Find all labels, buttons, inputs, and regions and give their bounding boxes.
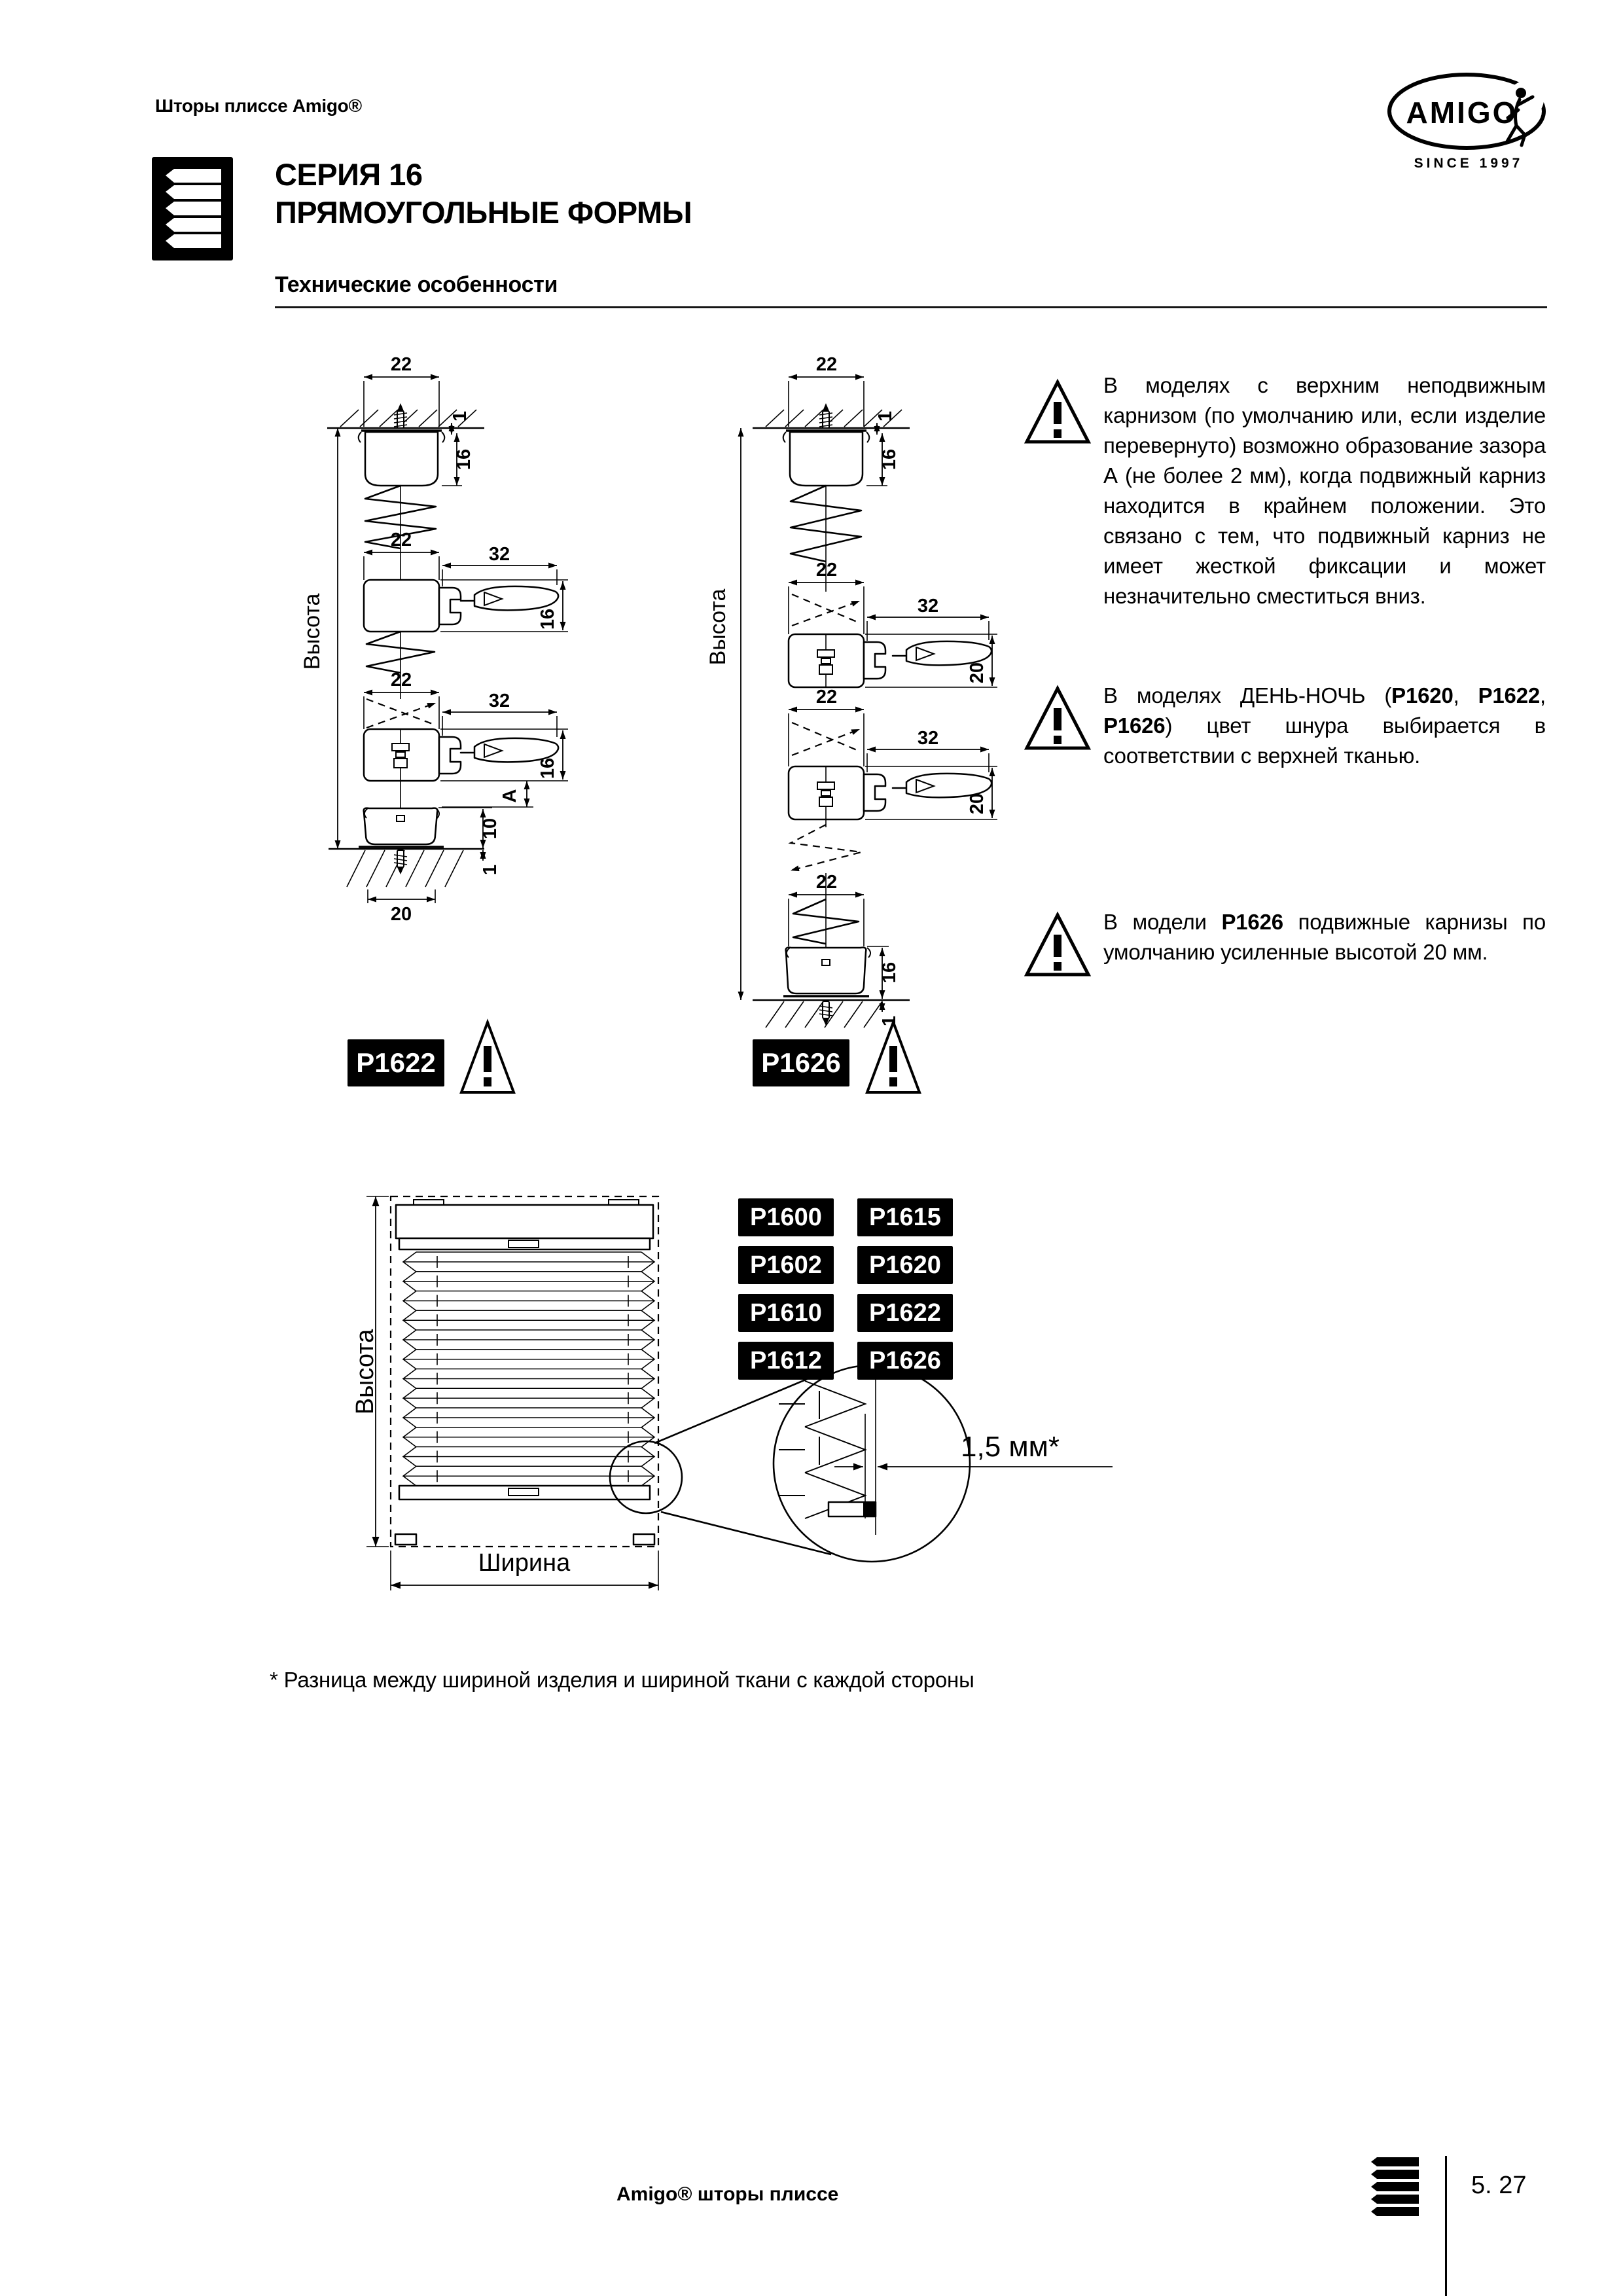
dim-label: 32 (917, 596, 939, 617)
magnifier-source-circle (610, 1441, 682, 1513)
dim-label: 16 (537, 608, 558, 630)
cross-section-diagram-right (707, 346, 997, 1046)
product-line: Шторы плиссе Amigo® (155, 96, 362, 116)
dim-label: 22 (390, 354, 412, 375)
page-number: 5. 27 (1471, 2172, 1527, 2199)
warning-text-1: В моделях с верхним неподвижным карнизом (по умолчанию или, если изделие перевернуто) возможно образование зазора А (не более 2 мм), когда подвижный карниз находится в крайнем положении. Это связано с тем, что подвижный карниз не имеет жесткой фиксации и может незначительно сместиться вниз. (1103, 373, 1546, 608)
model-badge: P1610 (738, 1294, 834, 1332)
screw-icon (394, 850, 407, 874)
logo-tagline: SINCE 1997 (1414, 156, 1524, 171)
model-badge: P1626 (857, 1342, 953, 1380)
warning-triangle-icon (1025, 685, 1090, 753)
dim-label: 22 (815, 687, 838, 708)
warning-triangle-icon (459, 1018, 516, 1097)
dim-label: 22 (815, 560, 838, 581)
dim-label: 1 (879, 1015, 900, 1027)
footer-divider (1445, 2156, 1447, 2296)
warning-text-3: В модели P1626 подвижные карнизы по умолчанию усиленные высотой 20 мм. (1103, 910, 1546, 964)
detail-pleats (779, 1381, 865, 1518)
series-line1: СЕРИЯ 16 (275, 157, 423, 192)
dim-label: 20 (390, 904, 412, 925)
model-badge: P1612 (738, 1342, 834, 1380)
dim-label: A (499, 789, 520, 803)
footer-brand-line: Amigo® шторы плиссе (616, 2183, 839, 2205)
dim-label: 32 (488, 691, 510, 711)
series-line2: ПРЯМОУГОЛЬНЫЕ ФОРМЫ (275, 195, 692, 230)
cross-section-diagram-left (288, 346, 602, 941)
front-view-diagram (353, 1178, 1139, 1623)
dim-label: 20 (967, 793, 988, 815)
dim-label: 1 (480, 864, 501, 876)
dim-label: 22 (390, 529, 412, 550)
floor-hatch (347, 850, 463, 887)
dim-label: 32 (488, 544, 510, 565)
dim-label: 16 (537, 757, 558, 780)
width-label: Ширина (478, 1549, 571, 1577)
model-badge: P1615 (857, 1198, 953, 1236)
height-label: Высота (705, 588, 730, 666)
series-title (275, 156, 692, 232)
magnifier-detail-circle (774, 1365, 970, 1562)
model-badge: P1622 (857, 1294, 953, 1332)
screw-icon (819, 403, 832, 428)
dim-label: 22 (390, 670, 412, 691)
pleat-stack (403, 1252, 654, 1486)
dim-label: 16 (879, 448, 900, 471)
model-badge: P1620 (857, 1246, 953, 1284)
screw-icon (394, 403, 407, 428)
model-badge-p1622: P1622 (348, 1039, 444, 1086)
logo-brand-text: AMIGO (1406, 96, 1518, 130)
section-title: Технические особенности (275, 272, 558, 297)
footer-pleat-icon (1368, 2157, 1423, 2220)
warning-triangle-icon (1025, 378, 1090, 446)
dim-label: 16 (454, 448, 474, 471)
dim-label: 1 (875, 410, 896, 422)
dim-label: 16 (879, 961, 900, 984)
dim-label: 1 (450, 410, 471, 422)
section-rule (275, 306, 1547, 308)
model-badge: P1602 (738, 1246, 834, 1284)
dim-label: 20 (967, 662, 988, 684)
dim-label: 22 (815, 354, 838, 375)
dim-label: 10 (480, 817, 501, 840)
dim-label: 32 (917, 728, 939, 749)
pleated-blind-icon (152, 157, 233, 260)
model-badge-p1626: P1626 (753, 1039, 849, 1086)
height-label: Высота (300, 593, 325, 670)
detail-dimension-label: 1,5 мм* (961, 1431, 1060, 1463)
height-label: Высота (351, 1329, 379, 1415)
brand-logo (1385, 67, 1558, 177)
warning-triangle-icon (865, 1015, 921, 1097)
footnote: * Разница между шириной изделия и шириной ткани с каждой стороны (270, 1668, 974, 1692)
warning-triangle-icon (1025, 911, 1090, 979)
dim-label: 22 (815, 872, 838, 893)
warning-text-2: В моделях ДЕНЬ-НОЧЬ (P1620, P1622, P1626) цвет шнура выбирается в соответствии с верхней тканью. (1103, 683, 1546, 768)
model-badge: P1600 (738, 1198, 834, 1236)
